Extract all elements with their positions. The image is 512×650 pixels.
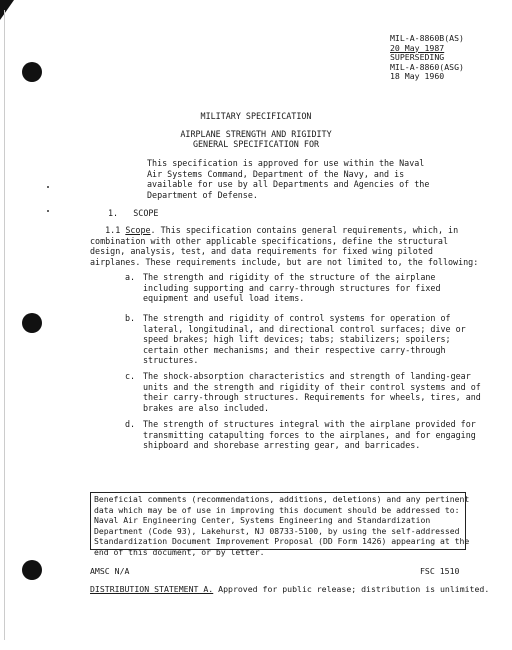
list-item-line: transmitting catapulting forces to the airplanes, and for engaging	[143, 429, 476, 440]
paragraph-1-1	[90, 225, 478, 267]
corner-mark	[0, 0, 20, 22]
list-item-line: structures.	[143, 355, 199, 365]
list-item-line: The strength and rigidity of the structure of the airplane	[143, 272, 436, 282]
paragraph-line: design, analysis, test, and data requirements for fixed wing piloted	[90, 246, 433, 256]
scan-speck	[47, 186, 49, 188]
punch-hole-bottom	[22, 560, 42, 580]
distribution-label: DISTRIBUTION STATEMENT A.	[90, 584, 214, 594]
comments-line: Standardization Document Improvement Proposal (DD Form 1426) appearing at the	[94, 536, 470, 547]
comments-line: Department (Code 93), Lakehurst, NJ 08733-5100, by using the self-addressed	[94, 525, 460, 536]
paragraph-line: combination with other applicable specifications, define the structural	[90, 235, 448, 246]
approval-line: Department of Defense.	[147, 189, 258, 200]
paragraph-heading: Scope	[125, 225, 151, 235]
list-item-line: shipboard and shorebase arresting gear, and barricades.	[143, 440, 421, 450]
list-item-line: their carry-through structures. Requirements for wheels, tires, and	[143, 392, 481, 402]
subject-title-line-1: AIRPLANE STRENGTH AND RIGIDITY	[180, 129, 332, 139]
approval-line: This specification is approved for use within the Naval	[147, 158, 425, 168]
section-number: 1.	[108, 208, 119, 218]
list-item-line: certain other mechanisms; and their respective carry-through	[143, 344, 446, 355]
comments-line: Naval Air Engineering Center, Systems Engineering and Standardization	[94, 515, 431, 526]
fsc-code: FSC 1510	[420, 566, 460, 576]
list-item-line: lateral, longitudinal, and directional control surfaces; dive or	[143, 323, 466, 334]
list-item-line: The strength and rigidity of control systems for operation of	[143, 313, 451, 323]
list-item-text	[143, 272, 441, 304]
list-item-line: The strength of structures integral with the airplane provided for	[143, 419, 476, 429]
punch-hole-top	[22, 62, 42, 82]
section-title: SCOPE	[133, 208, 159, 218]
list-item-line: The shock-absorption characteristics and strength of landing-gear	[143, 371, 471, 381]
superseded-doc: MIL-A-8860(ASG)	[390, 61, 464, 72]
superseding-label: SUPERSEDING	[390, 52, 445, 62]
list-item-text	[143, 313, 466, 366]
amsc-code: AMSC N/A	[90, 566, 130, 576]
distribution-text: Approved for public release; distribution is unlimited.	[213, 584, 490, 594]
paragraph-line: airplanes. These requirements include, but are not limited to, the following:	[90, 256, 479, 267]
approval-line: available for use by all Departments and Agencies of the	[147, 179, 430, 189]
list-item-label: b.	[125, 313, 136, 323]
list-item-line: equipment and useful load items.	[143, 293, 305, 303]
paragraph-number: 1.1	[105, 225, 121, 235]
list-item-label: a.	[125, 272, 136, 282]
list-item-line: speed brakes; high lift devices; tabs; stabilizers; spoilers;	[143, 334, 451, 344]
list-item-label: c.	[125, 371, 136, 381]
list-item-text	[143, 419, 476, 451]
document-title: MILITARY SPECIFICATION	[200, 111, 312, 121]
list-item-line: brakes are also included.	[143, 402, 270, 413]
comments-line: Beneficial comments (recommendations, additions, deletions) and any pertinent	[94, 494, 470, 504]
scan-edge-line	[4, 10, 5, 640]
approval-line: Air Systems Command, Department of the Navy, and is	[147, 168, 405, 179]
comments-box	[90, 492, 470, 557]
superseded-date: 18 May 1960	[390, 71, 445, 81]
list-item-text	[143, 371, 481, 413]
list-item-line: including supporting and carry-through structures for fixed	[143, 282, 441, 293]
document-identifier-block	[390, 34, 464, 82]
comments-line: data which may be of use in improving this document should be addressed to:	[94, 504, 460, 515]
paragraph-text: . This specification contains general requirements, which, in	[150, 225, 459, 235]
punch-hole-middle	[22, 313, 42, 333]
approval-statement	[147, 158, 429, 200]
doc-date: 20 May 1987	[390, 42, 445, 53]
distribution-statement	[90, 584, 489, 594]
comments-line: end of this document, or by letter.	[94, 546, 265, 557]
section-heading-scope	[108, 208, 158, 219]
list-item-line: units and the strength and rigidity of their control systems and of	[143, 381, 481, 392]
doc-number: MIL-A-8860B(AS)	[390, 33, 464, 43]
scan-speck	[47, 210, 49, 212]
subject-title-line-2: GENERAL SPECIFICATION FOR	[192, 139, 320, 149]
list-item-label: d.	[125, 419, 136, 429]
paragraph-line	[90, 225, 478, 236]
